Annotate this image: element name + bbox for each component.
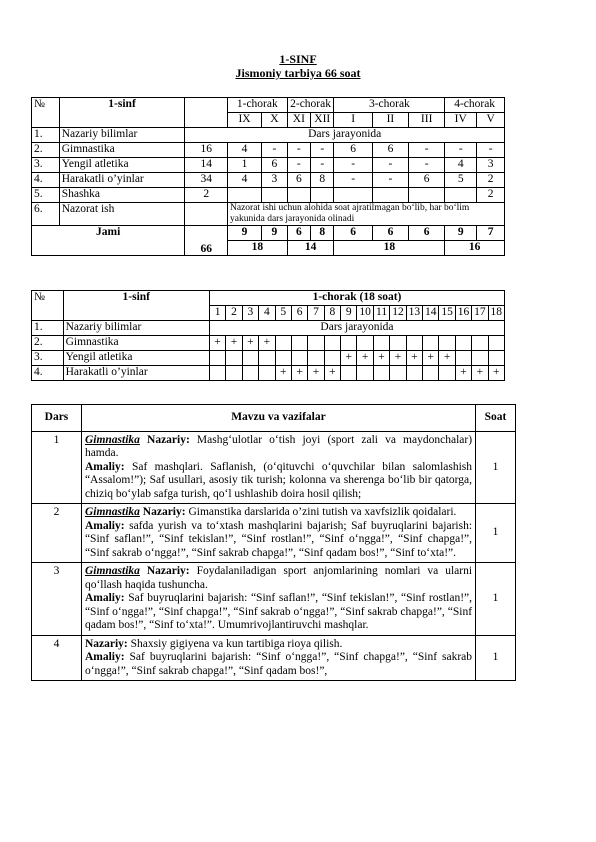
table-row (32, 366, 505, 381)
plan-mark (291, 351, 307, 366)
row-name: Yengil atletika (63, 351, 209, 366)
row-no: 2. (32, 143, 60, 158)
practice-label: Amaliy: (84, 519, 125, 532)
lesson-row (32, 431, 516, 504)
header-mavzu: Mavzu va vazifalar (81, 405, 475, 432)
header-soat: Soat (476, 405, 516, 432)
row-no: 1. (32, 128, 60, 143)
plan-mark: + (275, 366, 291, 381)
month-header: V (477, 113, 505, 128)
annual-plan-table (31, 97, 505, 256)
theory-label: Nazariy: (139, 565, 190, 577)
row-value (262, 188, 288, 203)
row-value: 4 (445, 158, 477, 173)
practice-label: Amaliy: (84, 592, 125, 604)
lesson-number: 4 (32, 635, 82, 681)
row-no: 5. (32, 188, 60, 203)
plan-mark (423, 336, 439, 351)
row-value: 8 (311, 173, 334, 188)
row-value: 5 (445, 173, 477, 188)
row-value: 1 (228, 158, 262, 173)
row-no: 1. (32, 321, 64, 336)
plan-mark (423, 366, 439, 381)
section-head: Gimnastika (84, 565, 140, 577)
plan-mark: + (406, 351, 422, 366)
lesson-number: 3 (32, 563, 82, 636)
table-row (32, 336, 505, 351)
lesson-hours: 1 (476, 635, 516, 681)
row-value: - (334, 158, 372, 173)
row-value: 4 (228, 143, 262, 158)
plan-mark (439, 366, 455, 381)
plan-mark (275, 336, 291, 351)
row-no: 3. (32, 158, 60, 173)
lesson-row (32, 635, 516, 681)
row-value: 6 (372, 143, 408, 158)
header-sinf: 1-sinf (63, 291, 209, 321)
row-no: 2. (32, 336, 64, 351)
header-dars: Dars (32, 405, 82, 432)
lesson-number: 14 (423, 306, 439, 321)
row-name: Gimnastika (59, 143, 185, 158)
row-value: - (334, 173, 372, 188)
jami-month: 6 (409, 226, 445, 241)
plan-mark: + (373, 351, 389, 366)
section-head: Gimnastika (84, 433, 140, 446)
practice-text: safda yurish va to‘xtash mashqlarini bajarish; Saf buyruqlarini bajarish: “Sinf saflan!”, “Sinf tekislan!”, “Sinf rostlan!”, “Sinf o‘ngga!”, “Sinf chapga!”, “Sinf sakrab o‘ngga!”, “Sinf sakrab chapga!”, “Sinf qadam bos!”, “Sinf to‘xta!”. (84, 519, 473, 559)
plan-mark (308, 336, 324, 351)
practice-text: Saf buyruqlarini bajarish: “Sinf saflan!”, “Sinf tekislan!”, “Sinf rostlan!”, “Sinf o‘ngga!”, “Sinf chapga!”, “Sinf sakrab o‘ngga!”, “Sinf sakrab chapga!”, “Sinf qadam bos!”, “Sinf to‘xta!”. Umumrivojlantiruvchi mashqlar. (84, 592, 473, 631)
table-row (32, 351, 505, 366)
plan-mark (439, 336, 455, 351)
theory-line (85, 506, 472, 520)
row-value: - (287, 158, 310, 173)
row-no: 4. (32, 173, 60, 188)
plan-mark (488, 336, 504, 351)
theory-line (85, 434, 472, 461)
plan-mark (357, 366, 373, 381)
lesson-number: 10 (357, 306, 373, 321)
row-no: 4. (32, 366, 64, 381)
table-row (32, 173, 505, 188)
row-name: Gimnastika (63, 336, 209, 351)
row-name: Harakatli o’yinlar (63, 366, 209, 381)
lesson-hours: 1 (476, 431, 516, 504)
row-value: 2 (477, 173, 505, 188)
header-no: № (32, 291, 64, 321)
lesson-hours: 1 (476, 563, 516, 636)
row-value: 3 (477, 158, 505, 173)
row-name: Nazariy bilimlar (63, 321, 209, 336)
lesson-number: 18 (488, 306, 504, 321)
plan-mark: + (472, 366, 488, 381)
month-header: II (372, 113, 408, 128)
plan-mark (373, 336, 389, 351)
plan-mark (259, 366, 275, 381)
month-header: III (409, 113, 445, 128)
theory-text: Gimanstika darslarida o’zini tutish va xavfsizlik qoidalari. (185, 506, 457, 518)
lesson-row (32, 563, 516, 636)
jami-month: 7 (477, 226, 505, 241)
lesson-number: 4 (259, 306, 275, 321)
month-header: I (334, 113, 372, 128)
header-sinf: 1-sinf (59, 98, 185, 128)
plan-mark (373, 366, 389, 381)
plan-mark: + (439, 351, 455, 366)
quarter-2: 2-chorak (287, 98, 334, 113)
lesson-number: 8 (324, 306, 340, 321)
plan-mark (308, 351, 324, 366)
lesson-number: 9 (341, 306, 357, 321)
table-row (32, 143, 505, 158)
quarter-4: 4-chorak (445, 98, 505, 113)
plan-mark (472, 351, 488, 366)
lesson-content (81, 635, 475, 681)
row-no: 3. (32, 351, 64, 366)
row-note: Nazorat ishi uchun alohida soat ajratilmagan bo‘lib, har bo‘lim yakunida dars jarayonida olinadi (228, 203, 505, 226)
row-value: - (287, 143, 310, 158)
row-value: - (409, 143, 445, 158)
row-name: Yengil atletika (59, 158, 185, 173)
table-row (32, 188, 505, 203)
theory-line (85, 638, 472, 652)
plan-mark (455, 336, 471, 351)
practice-text: Saf mashqlari. Saflanish, (o‘qituvchi o‘quvchilar bilan salomlashish “Assalom!”); Saf usullari, asosiy tik turish; kolonna va sherenga bo‘lib bir qatorga, chiziq bo‘ylab safga turish, qo‘l ushlashib doira hosil qilish; (84, 460, 473, 500)
practice-label: Amaliy: (84, 460, 125, 473)
row-name: Shashka (59, 188, 185, 203)
plan-mark (324, 336, 340, 351)
row-note: Dars jarayonida (185, 128, 505, 143)
lesson-number: 3 (242, 306, 258, 321)
row-value: - (477, 143, 505, 158)
row-value: - (311, 143, 334, 158)
lesson-number: 2 (226, 306, 242, 321)
row-value: 2 (477, 188, 505, 203)
row-value: 3 (262, 173, 288, 188)
plan-mark: + (324, 366, 340, 381)
plan-mark (242, 366, 258, 381)
plan-mark (209, 366, 225, 381)
practice-line (85, 592, 472, 633)
theory-label: Nazariy: (139, 506, 186, 518)
row-total: 14 (185, 158, 228, 173)
lesson-row (32, 504, 516, 563)
row-total: 16 (185, 143, 228, 158)
theory-label: Nazariy: (84, 637, 128, 650)
jami-month: 9 (262, 226, 288, 241)
doc-title: 1-SINF (279, 52, 317, 66)
plan-mark: + (209, 336, 225, 351)
plan-mark (488, 351, 504, 366)
header-quarter: 1-chorak (18 soat) (209, 291, 504, 306)
row-value: - (372, 158, 408, 173)
row-value: - (372, 173, 408, 188)
row-value: 6 (262, 158, 288, 173)
row-value (287, 188, 310, 203)
theory-line (85, 565, 472, 592)
plan-mark (357, 336, 373, 351)
theory-text: Mashg‘ulotlar o‘tish joyi (sport zali va maydonchalar) hamda. (84, 433, 473, 459)
month-header: IV (445, 113, 477, 128)
plan-mark (226, 366, 242, 381)
practice-line (85, 520, 472, 561)
practice-line (85, 461, 472, 502)
row-total: 2 (185, 188, 228, 203)
lesson-number: 17 (472, 306, 488, 321)
month-header: XI (287, 113, 310, 128)
month-header: X (262, 113, 288, 128)
plan-mark: + (390, 351, 406, 366)
row-name: Nazorat ish (59, 203, 185, 226)
jami-total: 66 (185, 226, 228, 256)
jami-month: 8 (311, 226, 334, 241)
lesson-number: 1 (32, 431, 82, 504)
row-value: 6 (334, 143, 372, 158)
plan-mark (209, 351, 225, 366)
plan-mark: + (242, 336, 258, 351)
lesson-hours: 1 (476, 504, 516, 563)
plan-mark: + (488, 366, 504, 381)
plan-mark: + (291, 366, 307, 381)
quarter-3: 3-chorak (334, 98, 445, 113)
plan-mark (390, 336, 406, 351)
theory-text: Foydalaniladigan sport anjomlarining nomlari va ularni qo‘llash haqida tushuncha. (84, 565, 473, 591)
row-note: Dars jarayonida (209, 321, 504, 336)
lesson-number: 13 (406, 306, 422, 321)
plan-mark: + (455, 366, 471, 381)
section-head: Gimnastika (84, 506, 140, 518)
plan-mark (275, 351, 291, 366)
row-value: - (262, 143, 288, 158)
row-value: - (311, 158, 334, 173)
table-row (32, 158, 505, 173)
row-name: Nazariy bilimlar (59, 128, 185, 143)
row-value (409, 188, 445, 203)
lesson-number: 16 (455, 306, 471, 321)
lesson-number: 12 (390, 306, 406, 321)
lesson-number: 6 (291, 306, 307, 321)
plan-mark (472, 336, 488, 351)
row-value: 6 (409, 173, 445, 188)
jami-month: 6 (372, 226, 408, 241)
row-total: 34 (185, 173, 228, 188)
doc-subtitle: Jismoniy tarbiya 66 soat (235, 66, 361, 80)
row-value (228, 188, 262, 203)
lesson-content (81, 504, 475, 563)
row-value (334, 188, 372, 203)
jami-month: 6 (334, 226, 372, 241)
jami-quarter: 18 (228, 241, 288, 256)
lesson-number: 1 (209, 306, 225, 321)
jami-month: 9 (228, 226, 262, 241)
jami-label: Jami (32, 226, 185, 256)
practice-label: Amaliy: (84, 651, 125, 663)
quarter-plan-table (31, 290, 505, 381)
lessons-table (31, 404, 516, 681)
header-no: № (32, 98, 60, 128)
row-value: - (409, 158, 445, 173)
row-name: Harakatli o’yinlar (59, 173, 185, 188)
plan-mark: + (341, 351, 357, 366)
theory-label: Nazariy: (139, 433, 190, 446)
lesson-content (81, 563, 475, 636)
row-value: - (445, 143, 477, 158)
lesson-number: 11 (373, 306, 389, 321)
plan-mark (406, 366, 422, 381)
jami-quarter: 16 (445, 241, 505, 256)
plan-mark: + (259, 336, 275, 351)
plan-mark (324, 351, 340, 366)
row-value (311, 188, 334, 203)
plan-mark (259, 351, 275, 366)
lesson-number: 15 (439, 306, 455, 321)
row-no: 6. (32, 203, 60, 226)
quarter-1: 1-chorak (228, 98, 288, 113)
jami-quarter: 18 (334, 241, 445, 256)
jami-quarter: 14 (287, 241, 334, 256)
row-value (445, 188, 477, 203)
month-header: IX (228, 113, 262, 128)
plan-mark: + (226, 336, 242, 351)
plan-mark (390, 366, 406, 381)
plan-mark (406, 336, 422, 351)
row-value: 4 (228, 173, 262, 188)
jami-month: 6 (287, 226, 310, 241)
theory-text: Shaxsiy gigiyena va kun tartibiga rioya qilish. (127, 637, 343, 650)
plan-mark (226, 351, 242, 366)
practice-line (85, 651, 472, 678)
lesson-number: 7 (308, 306, 324, 321)
plan-mark (291, 336, 307, 351)
jami-month: 9 (445, 226, 477, 241)
row-value (372, 188, 408, 203)
plan-mark (242, 351, 258, 366)
plan-mark: + (357, 351, 373, 366)
plan-mark: + (308, 366, 324, 381)
lesson-number: 2 (32, 504, 82, 563)
lesson-content (81, 431, 475, 504)
month-header: XII (311, 113, 334, 128)
plan-mark (341, 336, 357, 351)
plan-mark (341, 366, 357, 381)
row-value: 6 (287, 173, 310, 188)
plan-mark (455, 351, 471, 366)
practice-text: Saf buyruqlarini bajarish: “Sinf o‘ngga!”, “Sinf chapga!”, “Sinf sakrab o‘ngga!”, “Sinf sakrab chapga!”, “Sinf qadam bos!”, (84, 651, 473, 677)
plan-mark: + (423, 351, 439, 366)
lesson-number: 5 (275, 306, 291, 321)
